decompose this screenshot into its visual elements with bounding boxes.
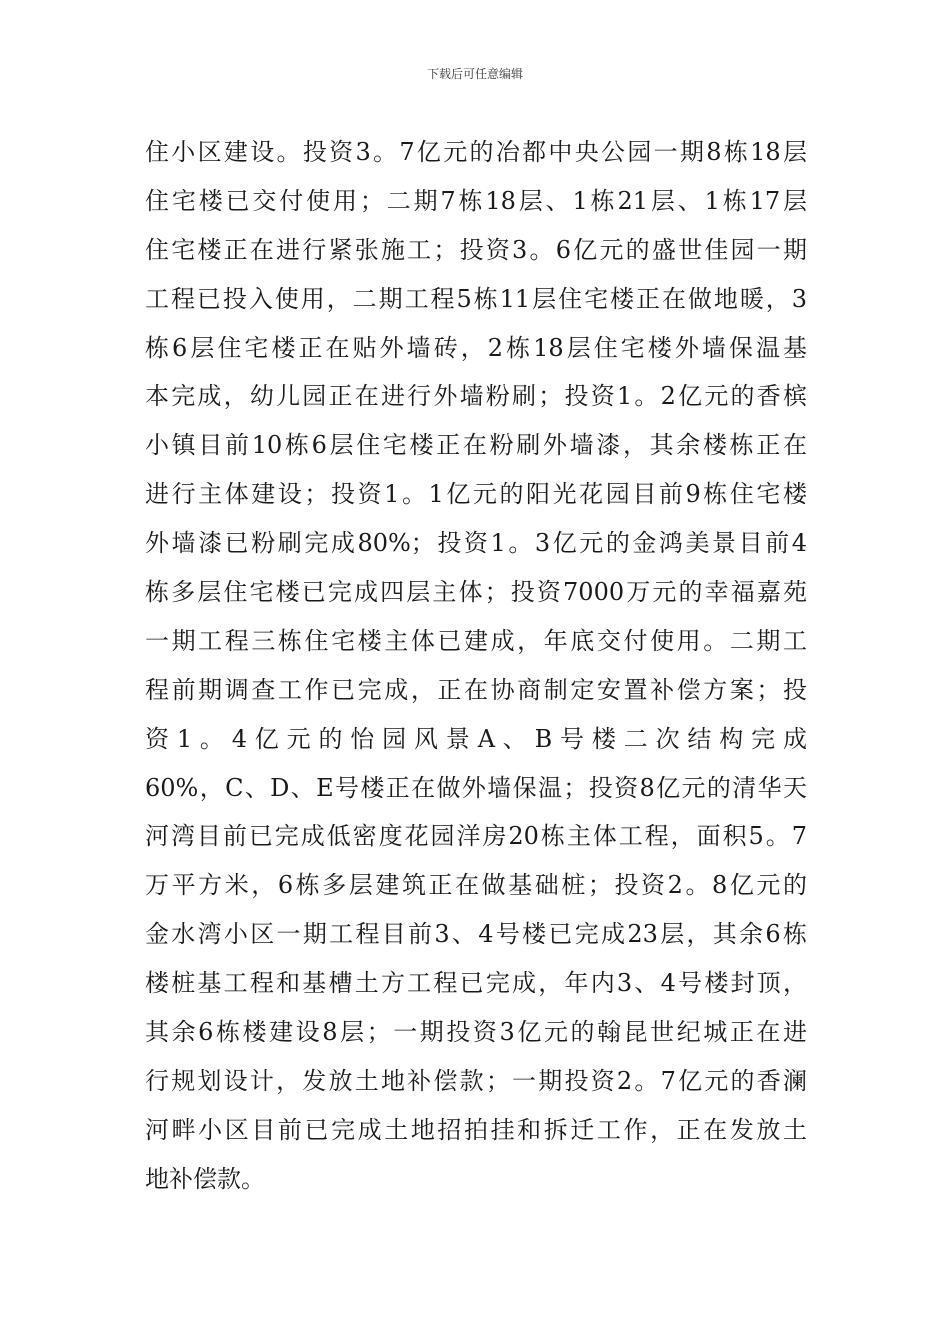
body-line: 资 1 。 4 亿 元 的 怡 园 风 景 A 、 B 号 楼 二 次 结 构 完 成 <box>145 724 807 753</box>
body-line: 程前期调查工作已完成，正在协商制定安置补偿方案；投 <box>145 675 807 704</box>
body-line: 外墙漆已粉刷完成80%；投资1。3亿元的金鸿美景目前4 <box>145 529 807 558</box>
body-line: 住宅楼已交付使用；二期7栋18层、1栋21层、1栋17层 <box>145 186 807 215</box>
body-line: 60%，C、D、E号楼正在做外墙保温；投资8亿元的清华天 <box>145 773 807 802</box>
body-line: 住小区建设。投资3。7亿元的冶都中央公园一期8栋18层 <box>145 138 807 166</box>
body-line: 金水湾小区一期工程目前3、4号楼已完成23层，其余6栋 <box>145 920 807 949</box>
body-line: 行规划设计，发放土地补偿款；一期投资2。7亿元的香澜 <box>145 1066 807 1095</box>
body-line: 进行主体建设；投资1。1亿元的阳光花园目前9栋住宅楼 <box>145 480 807 509</box>
body-line: 河湾目前已完成低密度花园洋房20栋主体工程，面积5。7 <box>145 822 807 851</box>
body-line: 住宅楼正在进行紧张施工；投资3。6亿元的盛世佳园一期 <box>145 235 807 264</box>
body-line: 本完成，幼儿园正在进行外墙粉刷；投资1。2亿元的香槟 <box>145 382 807 411</box>
body-line: 栋6层住宅楼正在贴外墙砖，2栋18层住宅楼外墙保温基 <box>145 333 807 362</box>
body-line-last: 地补偿款。 <box>145 1164 265 1193</box>
body-line: 一期工程三栋住宅楼主体已建成，年底交付使用。二期工 <box>145 626 807 655</box>
page-header: 下载后可任意编辑 <box>426 67 523 81</box>
body-line: 河畔小区目前已完成土地招拍挂和拆迁工作，正在发放土 <box>145 1115 807 1144</box>
body-line: 万平方米，6栋多层建筑正在做基础桩；投资2。8亿元的 <box>145 871 807 900</box>
body-paragraph <box>145 128 807 1204</box>
body-line: 栋多层住宅楼已完成四层主体；投资7000万元的幸福嘉苑 <box>145 578 807 607</box>
body-line: 工程已投入使用，二期工程5栋11层住宅楼正在做地暖，3 <box>145 284 807 313</box>
body-line: 小镇目前10栋6层住宅楼正在粉刷外墙漆，其余楼栋正在 <box>145 431 807 460</box>
body-line: 楼桩基工程和基槽土方工程已完成，年内3、4号楼封顶， <box>145 969 807 998</box>
body-line: 其余6栋楼建设8层；一期投资3亿元的翰昆世纪城正在进 <box>145 1018 807 1047</box>
